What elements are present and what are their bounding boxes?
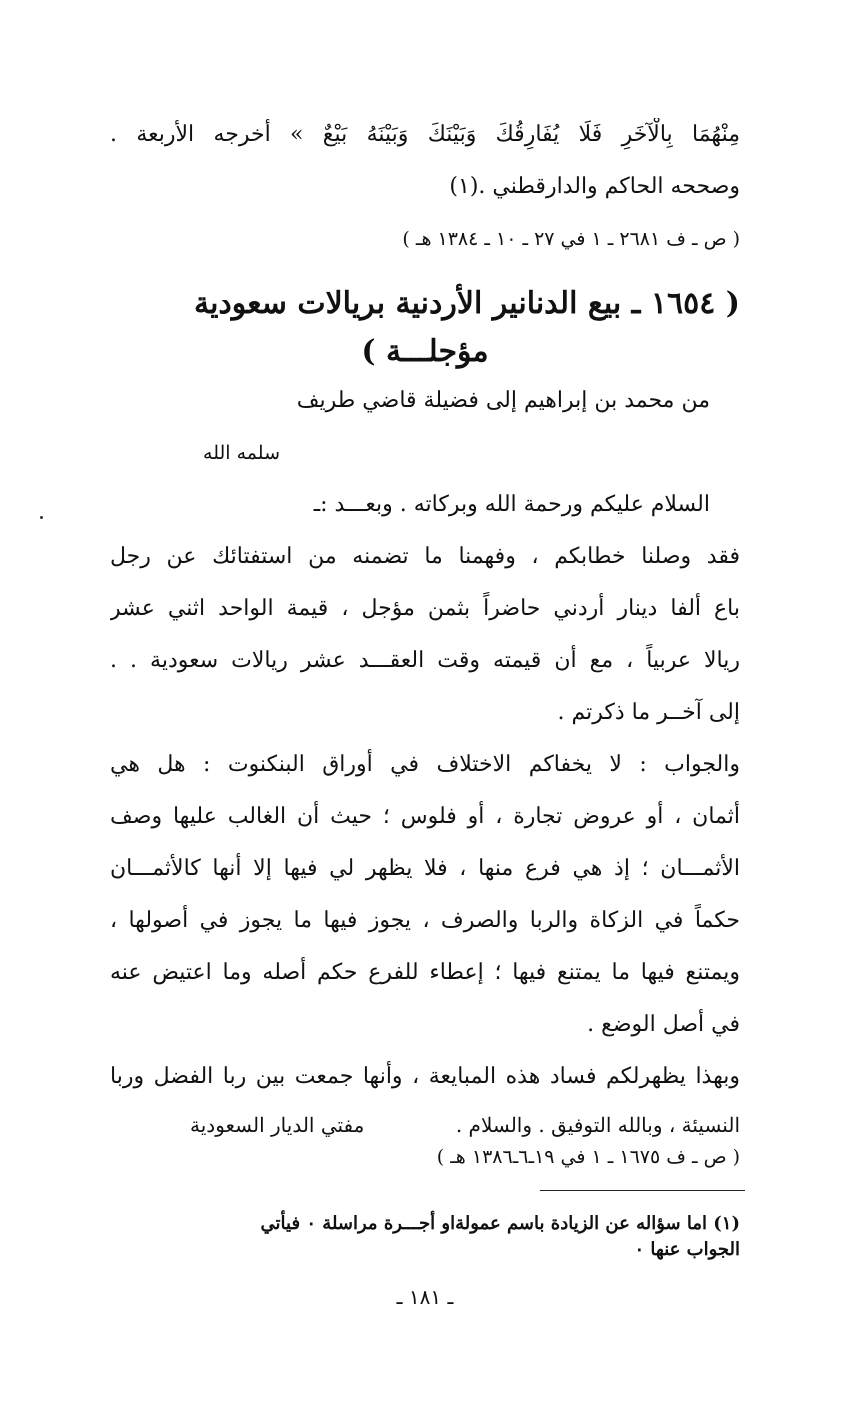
body-line: وبهذا يظهرلكم فساد هذه المبايعة ، وأنها جمعت بين ربا الفضل وربا — [110, 1064, 740, 1089]
fatwa-reference: ( ص ـ ف ١٦٧٥ ـ ١ في ١٩ـ٦ـ١٣٨٦ هـ ) — [436, 1146, 740, 1168]
body-line: ريالا عربياً ، مع أن قيمته وقت العقـــد عشر ريالات سعودية . . — [110, 648, 740, 673]
body-line: والجواب : لا يخفاكم الاختلاف في أوراق البنكنوت : هل هي — [110, 752, 740, 777]
body-line: حكماً في الزكاة والربا والصرف ، يجوز فيها ما يجوز في أصولها ، — [110, 908, 740, 933]
body-line: في أصل الوضع . — [587, 1012, 740, 1037]
hadith-authentication-line: وصححه الحاكم والدارقطني .(١) — [449, 174, 740, 199]
body-line: إلى آخــر ما ذكرتم . — [557, 700, 740, 725]
body-line: باع ألفا دينار أردني حاضراً بثمن مؤجل ، قيمة الواحد اثني عشر — [110, 596, 740, 621]
scan-speck — [40, 516, 43, 519]
letter-greeting: السلام عليكم ورحمة الله وبركاته . وبعـــد :ـ — [313, 492, 710, 517]
signature-title: مفتي الديار السعودية — [190, 1113, 365, 1137]
fatwa-title-line2: مؤجلـــة ) — [361, 334, 489, 369]
body-line: أثمان ، أو عروض تجارة ، أو فلوس ؛ حيث أن الغالب عليها وصف — [110, 804, 740, 829]
body-line: الأثمـــان ؛ إذ هي فرع منها ، فلا يظهر لي فيها إلا أنها كالأثمـــان — [110, 856, 740, 881]
letter-salutation: سلمه الله — [203, 442, 280, 464]
letter-sender-recipient: من محمد بن إبراهيم إلى فضيلة قاضي طريف — [296, 388, 710, 413]
footnote-line: (١) اما سؤاله عن الزيادة باسم عمولةاو أجـــرة مراسلة ٠ فيأتي — [260, 1213, 740, 1234]
footnote-line: الجواب عنها ٠ — [634, 1239, 740, 1260]
previous-fatwa-reference: ( ص ـ ف ٢٦٨١ ـ ١ في ٢٧ ـ ١٠ ـ ١٣٨٤ هـ ) — [402, 228, 740, 250]
closing-text: النسيئة ، وبالله التوفيق . والسلام . — [455, 1113, 740, 1137]
hadith-continuation-line: مِنْهُمَا بِالْآخَرِ فَلَا يُفَارِقُكَ وَبَيْنَكَ وَبَيْنَهُ بَيْعٌ » أخرجه الأربعة . — [110, 122, 740, 147]
closing-and-signature — [110, 1108, 740, 1142]
footnote-separator — [540, 1190, 745, 1191]
page-number: ـ ١٨١ ـ — [396, 1285, 454, 1309]
body-line: فقد وصلنا خطابكم ، وفهمنا ما تضمنه من استفتائك عن رجل — [110, 544, 740, 569]
body-line: ويمتنع فيها ما يمتنع فيها ؛ إعطاء للفرع حكم أصله وما اعتيض عنه — [110, 960, 740, 985]
fatwa-title-line1: ( ١٦٥٤ ـ بيع الدنانير الأردنية بريالات سعودية — [193, 286, 740, 321]
